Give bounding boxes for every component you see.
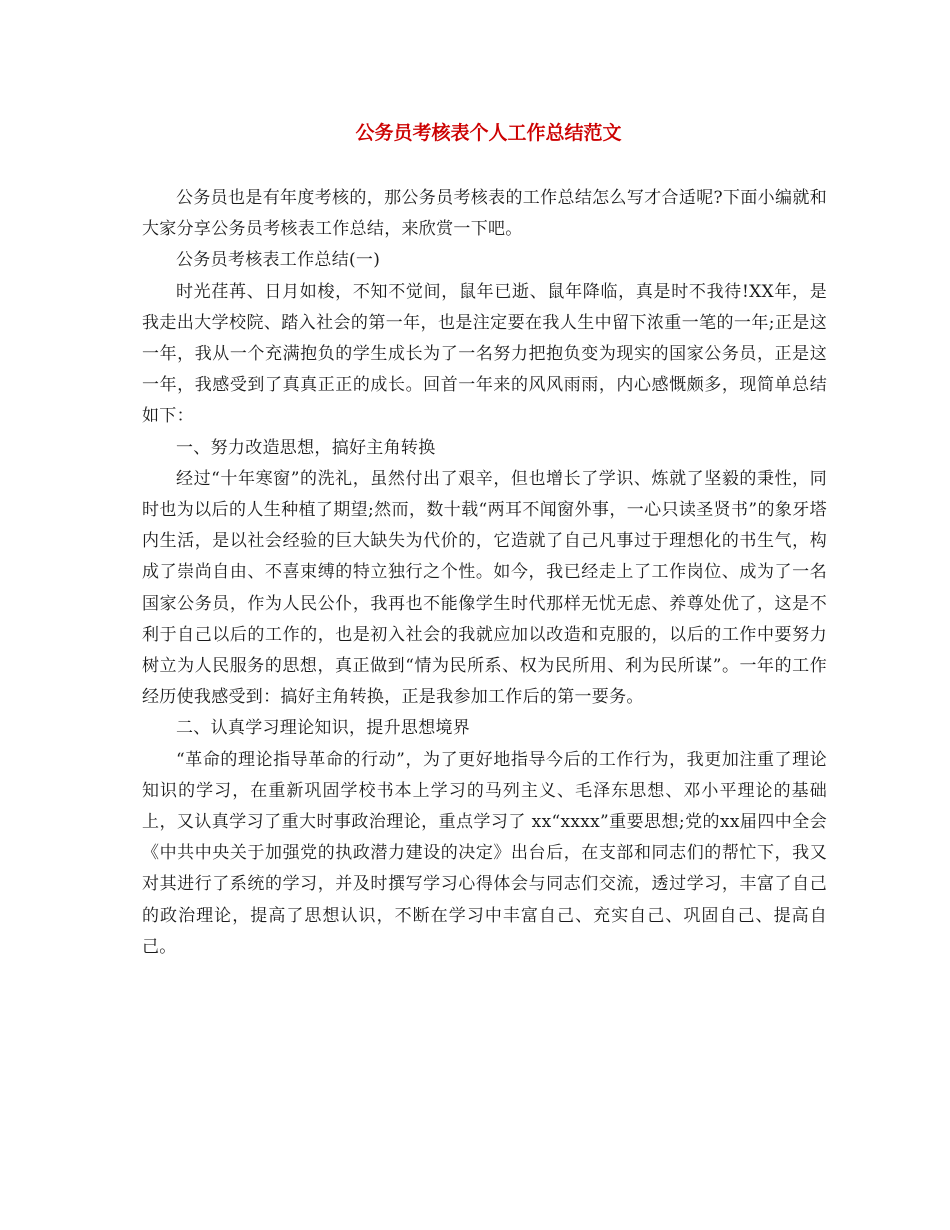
section-heading-2: 二、认真学习理论知识，提升思想境界 bbox=[176, 718, 471, 739]
paragraph-3: “革命的理论指导革命的行动”，为了更好地指导今后的工作行为，我更加注重了理论知识的学习，在重新巩固学校书本上学习的马列主义、毛泽东思想、邓小平理论的基础上，又认真学习了重大时事政治理论，重点学习了 xx“xxxx”重要思想;党的xx届四中全会《中共中央关于加强党的执政潜力建设的决定》出台后，在支部和同志们的帮忙下，我又对其进行了系统的学习，并及时撰写学习心得体会与同志们交流，透过学习，丰富了自己的政治理论，提高了思想认识，不断在学习中丰富自己、充实自己、巩固自己、提高自己。 bbox=[142, 749, 827, 957]
paragraph-2: 经过“十年寒窗”的洗礼，虽然付出了艰辛，但也增长了学识、炼就了坚毅的秉性，同时也为以后的人生种植了期望;然而，数十载“两耳不闻窗外事，一心只读圣贤书”的象牙塔内生活，是以社会经验的巨大缺失为代价的，它造就了自己凡事过于理想化的书生气，构成了崇尚自由、不喜束缚的特立独行之个性。如今，我已经走上了工作岗位、成为了一名国家公务员，作为人民公仆，我再也不能像学生时代那样无忧无虑、养尊处优了，这是不利于自己以后的工作的，也是初入社会的我就应加以改造和克服的，以后的工作中要努力树立为人民服务的思想，真正做到“情为民所系、权为民所用、利为民所谋”。一年的工作经历使我感受到：搞好主角转换，正是我参加工作后的第一要务。 bbox=[142, 468, 827, 708]
intro-paragraph: 公务员也是有年度考核的，那公务员考核表的工作总结怎么写才合适呢?下面小编就和大家分享公务员考核表工作总结，来欣赏一下吧。 bbox=[142, 188, 827, 240]
section-heading-1: 一、努力改造思想，搞好主角转换 bbox=[176, 437, 436, 458]
document-page bbox=[142, 118, 827, 963]
document-title: 公务员考核表个人工作总结范文 bbox=[355, 122, 622, 144]
subtitle: 公务员考核表工作总结(一) bbox=[176, 250, 381, 271]
paragraph-1: 时光荏苒、日月如梭，不知不觉间，鼠年已逝、鼠年降临，真是时不我待!XX年，是我走出大学校院、踏入社会的第一年，也是注定要在我人生中留下浓重一笔的一年;正是这一年，我从一个充满抱负的学生成长为了一名努力把抱负变为现实的国家公务员，正是这一年，我感受到了真真正正的成长。回首一年来的风风雨雨，内心感慨颇多，现简单总结如下： bbox=[142, 281, 827, 427]
